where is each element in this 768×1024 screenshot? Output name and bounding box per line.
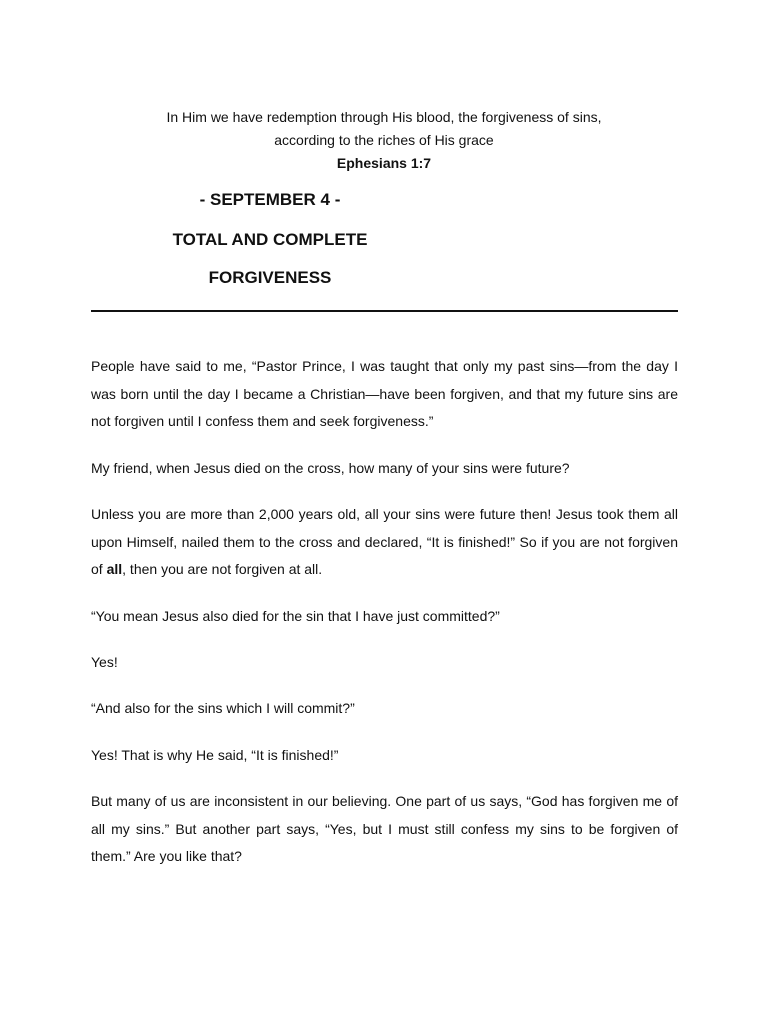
paragraph-4: “You mean Jesus also died for the sin that I have just committed?” [91,607,500,624]
scripture-verse [0,106,768,175]
verse-line-1: In Him we have redemption through His blood, the forgiveness of sins, [166,109,602,125]
paragraph-6: “And also for the sins which I will commit?” [91,700,355,717]
paragraph-7: Yes! That is why He said, “It is finished!” [91,746,339,763]
horizontal-divider [91,310,678,312]
paragraph-2: My friend, when Jesus died on the cross, how many of your sins were future? [91,459,570,476]
devotional-body [91,353,678,890]
paragraph-3-start: Unless you are more than 2,000 years old, all your sins were future then! Jesus took them all upon Himself, nailed them to the cross and declared, “It is finished!” So if you are not forgiven of [91,506,678,578]
paragraph-8: But many of us are inconsistent in our believing. One part of us says, “God has forgiven me of all my sins.” But another part says, “Yes, but I must still confess my sins to be forgiven of them.” Are you like that? [91,792,678,865]
title-line-1: TOTAL AND COMPLETE [172,230,368,249]
emphasis-all: all [106,561,123,578]
paragraph-1: People have said to me, “Pastor Prince, I was taught that only my past sins—from the day I was born until the day I became a Christian—have been forgiven, and that my future sins are not forgiven until I confess them and seek forgiveness.” [91,358,678,430]
paragraph-3-end: , then you are not forgiven at all. [122,561,323,578]
title-line-2: FORGIVENESS [208,268,332,287]
paragraph-5: Yes! [91,654,118,670]
date-heading: - SEPTEMBER 4 - [199,190,341,209]
verse-line-2: according to the riches of His grace [274,132,494,148]
verse-reference: Ephesians 1:7 [336,155,432,171]
paragraph-3 [91,501,678,584]
